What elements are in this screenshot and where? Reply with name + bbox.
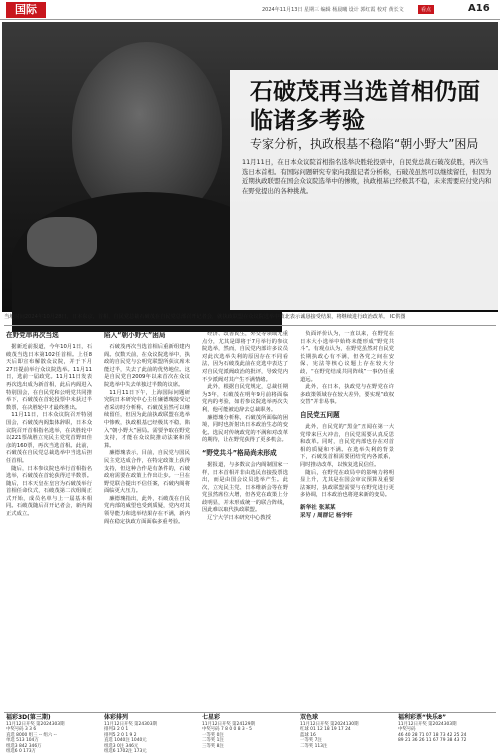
lottery-block [6,714,98,754]
paragraph: 此外，根据自民党规定，总裁任期为3年，石破茂在明年9月前将面临党内的考验，如若参议院选举再次失利，他可能被迫辞去总裁职务。 [202,384,288,413]
column-3-subheading: “野党共斗”格局尚未形成 [202,448,277,457]
lottery-line: 直选 1040注 1040元 [104,738,147,744]
lottery-block [398,714,496,750]
lottery-line: 三等奖 8注 [202,743,224,749]
column-4 [300,331,394,520]
column-3 [202,331,288,523]
subhead: 专家分析，执政根基不稳陷“朝小野大”困局 [250,137,479,151]
byline: 新华社 张某某 采写 / 周群记 杨宇轩 [300,504,353,519]
lottery-line: 一等奖 0注 [202,732,224,738]
column-1-heading: 在野党串再次当选 [6,331,59,339]
lottery-line: 排列3 2 0 1 [104,727,129,733]
author-credit: 辽宁大学日本研究中心教授 [207,515,271,522]
divider [4,325,496,326]
paragraph: 据报道，与多数议会内阁制国家一样，日本首相并非由选民直接投票选出，而是由国会议员选举产生。此次，立宪民主党、日本维新会等在野党虽然席位大增，但各党在政策上分歧明显，并未形成统一的联合阵线，因此难以取代执政联盟。 [202,461,288,514]
divider [4,712,496,713]
lottery-line: 11月12日开奖 第2024303期 [6,722,65,727]
masthead [0,0,500,20]
lottery-line: 89 21 36 26 11 67 79 38 43 72 [398,738,467,744]
lottery-line: 46 40 28 71 07 18 73 42 25 24 [398,732,467,738]
headline: 石破茂再当选首相仍面临诸多考验 [250,79,480,134]
lottery-strip [0,714,500,754]
paragraph: 廉德瑰指出，此外，石破茂在自民党内部的威望也受到质疑，党内对其领导能力和选举结果存在不满，新内阁在稳定执政方面面临多重考验。 [104,495,190,525]
portrait-hand [27,217,97,267]
lottery-line: 组选6 1702注 173元 [104,749,147,754]
paragraph: 廉德瑰分析称，石破茂所面临的困境，同时也折射出日本政治生态的变化。选民对传统政党的不满和对改革的期待，让在野党获得了更多机会。 [202,414,288,444]
lottery-line: 组选3 0注 346元 [104,743,139,749]
lottery-line: 组选3 842 346万 [6,743,42,749]
lottery-line: 一等奖 7注 [300,738,322,744]
lottery-line: 11月12日开奖 第24129期 [202,722,255,727]
lottery-line: 中奖号码 3 3 6 [6,727,37,733]
lottery-line: 红球 01 12 18 19 17 24 [300,727,351,733]
lottery-title: 双色球 [300,714,319,721]
lottery-title: 体彩排列 [104,714,129,721]
lottery-line: 二等奖 113注 [300,743,328,749]
lottery-line: 11月12日开奖 第2024303期 [398,722,457,727]
paragraph: 随后，在野党在政局中的影响力将明显上升，尤其是在国会审议预算及重要法案时，执政联盟需要与在野党进行更多协调，日本政治也将迎来新的变局。 [300,469,394,499]
lottery-line: 单选 513 104万 [6,738,39,744]
lottery-block [300,714,392,750]
lottery-title: 福彩3D(第三期) [6,714,51,721]
paragraph: 据新近前报道，今年10月1日，石破茂当选日本第102任首相。上任8天后即宣布解散众议院，并于下月27日提前举行众议院选举。11月11日，选前一届政党。11月11日发表再次选出成为新首相，此后内阁进入特别国会，在自民党和公明党共同推举下，石破茂在首轮投票中未获过半数票，在决胜轮中才最终胜出。 [6,344,92,411]
lottery-line: 11月12日开奖 第2024130期 [300,722,359,727]
lottery-line: 排列5 2 0 1 9 2 [104,732,137,738]
deck: 11月11日，在日本众议院首相指名选举决胜轮投票中，自民党总裁石破茂获胜，再次当选日本首相。有国际问题研究专家向我报记者分析称，石破茂虽然可以继续留任，但因为近期执政联盟在国会众议院选举中的惨败，执政根基已经极其不稳，未来需要应付党内和在野党提出的各种挑战。 [242,158,492,195]
lottery-block [202,714,294,750]
column-2-heading: 陷入“朝小野大”困局 [104,331,166,339]
lottery-line: 直选 8000 组三 -- 组六 -- [6,732,57,738]
column-4-subheading: 自民党五问题 [300,410,340,419]
lottery-line: 二等奖 1注 [202,738,224,744]
dateline: 2024年11月13日 星期三 编辑 杨晨曦 设计 郭红霞 校对 黄长文 [262,7,404,13]
lottery-line: 蓝球 16 [300,732,316,738]
lottery-title: 福利彩票“快乐8” [398,714,447,721]
paragraph: 11月11日下午，上海国际问题研究院日本研究中心主任廉德瑰接受记者采访时分析称，石破茂虽然可以继续留任，但因为此前执政联盟在选举中惨败，执政根基已经极其不稳，陷入“朝小野大”困局。需要争取在野党支持，才能在众议院推动法案和预算。 [104,389,190,449]
paragraph: 经济、改善民生，外交等领域无重点分，尤其是即将于7月举行的参议院选举，然而，自民党内部许多议员对此次选举失利的原因存在不同看法，因为石破茂此前在竞选中表达了对自民党派阀政治的批评，导致党内不少派阀对其产生不满情绪。 [202,331,288,383]
lottery-line: 中奖号码 [398,727,416,733]
paragraph: 石破茂再次当选首相后重新组建内阁。仅数天前，在众议院选举中，执政的自民党与公明党联盟所获议席未能过半，失去了此前的优势地位。这是自民党自2009年以来首次在众议院选举中失去单独过半数的议席。 [104,344,190,388]
lottery-line: 中奖号码 7 8 0 0 8 3 - 5 [202,727,252,733]
paragraph: 此外，自民党的“黑金”丑闻在第一大党带来巨大冲击，自民党需要认真反思和改革。同时，自民党内部也存在对首相的质疑和不满。在选举失利的背景下，石破茂首相需要团结党内各派系，同时推动改革，以恢复选民信任。 [300,423,394,468]
paragraph: 随后，日本参议院也举行首相指名选举，石破茂在首轮获得过半数票。随后，日本天皇在皇宫为石破茂举行首相任命仪式，石破茂第二次组阁正式开始，成员名单与上一届基本相同。石破茂随后召开记者会，新内阁正式成立。 [6,465,92,518]
paragraph: 11月11日，日本众议院召开特别国会，石破茂内阁集体辞职，日本众议院召开首相指名选举，在决胜轮中以221票战胜立宪民主党党首野田佳彦的160票，再次当选首相。此前，石破茂在自民党总裁选举中当选后担任首相。 [6,412,92,464]
lottery-title: 七星彩 [202,714,221,721]
column-2 [104,331,190,526]
editor-tag: 看点 [418,5,434,14]
photo-caption: 当地时间2024年10月28日，日本东京，首相、自民党总裁石破茂在自民党总部召开记者会，就执政联盟在众议院选举中败北表示诚恳接受结果，将继续进行政治改革。 IC供图 [4,314,406,320]
paragraph: 廉德瑰表示，目前，自民党与国民民主党达成合作，在特定政策上获得支持，但这种合作是有条件的，石破政府需要在政策上作出让步。一旦在野党联合提出不信任案，石破内阁将面临更大压力。 [104,450,190,495]
page-number: A16 [468,3,490,14]
section-tag: 国际 [6,2,46,18]
lottery-block [104,714,196,754]
lottery-line: 组选6 0 173万 [6,749,36,754]
paragraph: 此外，在日本，执政党与在野党在许多政策领域存在较大差异，要实现“政权交替”并非易事。 [300,384,394,406]
paragraph: 负面评价认为，一直以来，在野党在日本大小选举中始终未能形成“野党共斗”。有观点认为，在野党虽然对自民党长期执政心有不满，但各党之间在安保、宪法等核心议题上存在较大分歧，“在野党结成共同阵线”一事仍任重道远。 [300,331,394,383]
lottery-line: 11月12日开奖 第24303期 [104,722,157,727]
column-1 [6,331,92,519]
